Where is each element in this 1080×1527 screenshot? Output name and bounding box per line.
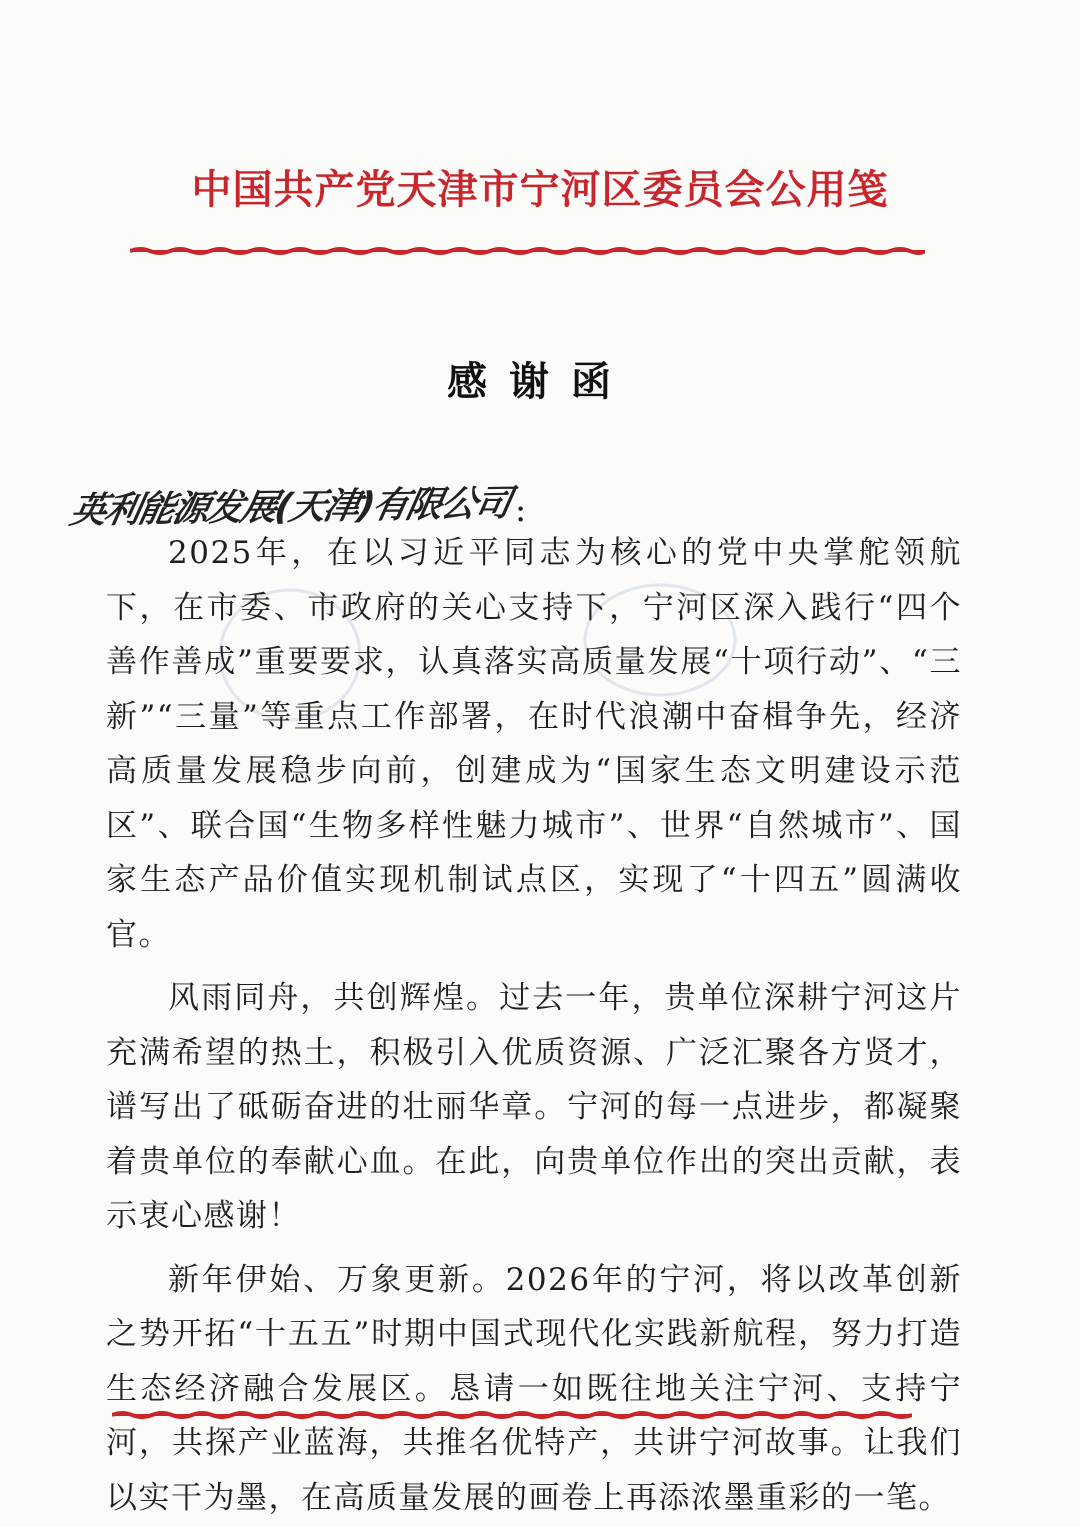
recipient-handwritten-name: 英利能源发展(天津)有限公司 bbox=[66, 483, 514, 532]
letterhead-divider-top bbox=[130, 244, 925, 258]
salutation bbox=[66, 460, 527, 532]
document-title: 感谢函 bbox=[447, 358, 633, 405]
body-paragraph-3: 新年伊始、万象更新。2026年的宁河，将以改革创新之势开拓“十五五”时期中国式现代化实践新航程，努力打造生态经济融合发展区。恳请一如既往地关注宁河、支持宁河，共探产业蓝海，共推名优特产，共讲宁河故事。让我们以实干为墨，在高质量发展的画卷上再添浓墨重彩的一笔。 bbox=[106, 1261, 962, 1516]
letterhead-divider-bottom bbox=[112, 1408, 912, 1422]
letterhead-title: 中国共产党天津市宁河区委员会公用笺 bbox=[191, 166, 889, 213]
salutation-colon: : bbox=[514, 490, 527, 530]
body-paragraph-1: 2025年，在以习近平同志为核心的党中央掌舵领航下，在市委、市政府的关心支持下，宁河区深入践行“四个善作善成”重要要求，认真落实高质量发展“十项行动”、“三新”“三量”等重点工作部署，在时代浪潮中奋楫争先，经济高质量发展稳步向前，创建成为“国家生态文明建设示范区”、联合国“生物多样性魅力城市”、世界“自然城市”、国家生态产品价值实现机制试点区，实现了“十四五”圆满收官。 bbox=[106, 535, 962, 953]
body-paragraph-2: 风雨同舟，共创辉煌。过去一年，贵单位深耕宁河这片充满希望的热土，积极引入优质资源、广泛汇聚各方贤才，谱写出了砥砺奋进的壮丽华章。宁河的每一点进步，都凝聚着贵单位的奉献心血。在此，向贵单位作出的突出贡献，表示衷心感谢！ bbox=[106, 980, 962, 1234]
letter-body bbox=[106, 526, 962, 1525]
